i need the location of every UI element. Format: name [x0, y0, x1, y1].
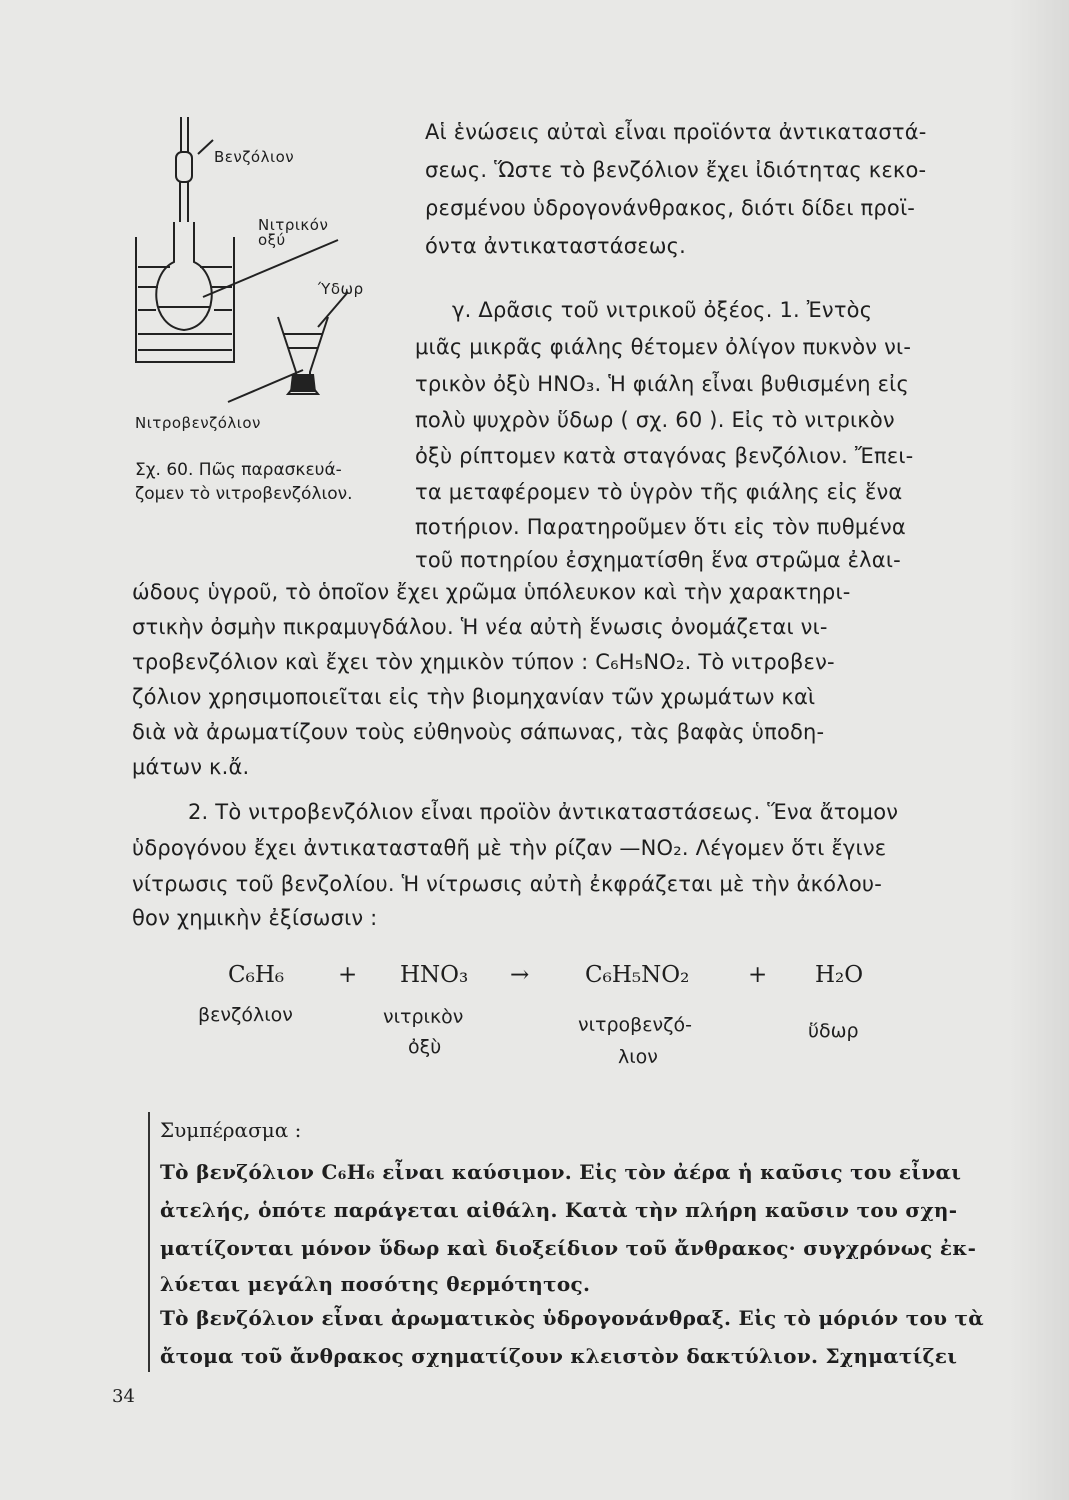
page-edge-shadow: [1009, 0, 1069, 1500]
body-line: στικὴν ὀσμὴν πικραμυγδάλου. Ἡ νέα αὐτὴ ἕνωσις ὀνομάζεται νι-: [132, 615, 828, 639]
body-line: 2. Τὸ νιτροβενζόλιον εἶναι προϊὸν ἀντικαταστάσεως. Ἕνα ἄτομον: [188, 800, 899, 824]
body-line: ζόλιον χρησιμοποιεῖται εἰς τὴν βιομηχανίαν τῶν χρωμάτων καὶ: [132, 685, 816, 709]
conclusion-line: Τὸ βενζόλιον εἶναι ἀρωματικὸς ὑδρογονάνθραξ. Εἰς τὸ μόριόν του τὰ: [160, 1306, 984, 1330]
label-water-eq: ὕδωρ: [808, 1020, 859, 1042]
body-line: νίτρωσις τοῦ βενζολίου. Ἡ νίτρωσις αὐτὴ ἐκφράζεται μὲ τὴν ἀκόλου-: [132, 872, 883, 896]
product-nitrobenzene: C₆H₅NO₂: [585, 962, 690, 988]
body-line: τα μεταφέρομεν τὸ ὑγρὸν τῆς φιάλης εἰς ἕνα: [415, 480, 903, 504]
body-line: διὰ νὰ ἀρωματίζουν τοὺς εὐθηνοὺς σάπωνας, τὰς βαφὰς ὑποδη-: [132, 720, 825, 744]
body-line: σεως. Ὥστε τὸ βενζόλιον ἔχει ἰδιότητας κεκο-: [425, 158, 927, 182]
body-line: τροβενζόλιον καὶ ἔχει τὸν χημικὸν τύπον : C₆H₅NO₂. Τὸ νιτροβεν-: [132, 650, 835, 674]
conclusion-title: Συμπέρασμα :: [160, 1118, 302, 1142]
apparatus-figure: [118, 112, 408, 432]
conclusion-line: λύεται μεγάλη ποσότης θερμότητος.: [160, 1272, 591, 1296]
label-water: Ύδωρ: [318, 280, 364, 298]
label-nitrobenzene: Νιτροβενζόλιον: [135, 414, 261, 432]
label-nitric-eq: νιτρικὸν: [383, 1006, 464, 1028]
body-line: ώδους ὑγροῦ, τὸ ὁποῖον ἔχει χρῶμα ὑπόλευκον καὶ τὴν χαρακτηρι-: [132, 580, 851, 604]
body-line: ρεσμένου ὑδρογονάνθρακος, διότι δίδει προϊ-: [425, 196, 916, 220]
label-benzene-eq: βενζόλιον: [198, 1004, 293, 1026]
page-number: 34: [112, 1386, 135, 1407]
section-heading-line: γ. Δρᾶσις τοῦ νιτρικοῦ ὀξέος. 1. Ἐντὸς: [452, 298, 873, 322]
conclusion-line: ἀτελής, ὁπότε παράγεται αἰθάλη. Κατὰ τὴν πλήρη καῦσιν του σχη-: [160, 1198, 958, 1222]
plus-sign: +: [338, 962, 358, 988]
reaction-arrow: →: [510, 962, 530, 988]
reactant-benzene: C₆H₆: [228, 962, 285, 988]
conclusion-line: ἄτομα τοῦ ἄνθρακος σχηματίζουν κλειστὸν δακτύλιον. Σχηματίζει: [160, 1344, 958, 1368]
conclusion-rule: [148, 1112, 150, 1372]
body-line: ὀξὺ ρίπτομεν κατὰ σταγόνας βενζόλιον. Ἔπει-: [415, 444, 914, 468]
reactant-nitric-acid: HNO₃: [400, 962, 469, 988]
label-acid-eq: ὀξὺ: [408, 1036, 442, 1058]
body-line: ποτήριον. Παρατηροῦμεν ὅτι εἰς τὸν πυθμένα: [415, 515, 906, 539]
conclusion-line: ματίζονται μόνον ὕδωρ καὶ διοξείδιον τοῦ ἄνθρακος· συγχρόνως ἐκ-: [160, 1236, 977, 1260]
body-line: όντα ἀντικαταστάσεως.: [425, 234, 687, 258]
plus-sign: +: [748, 962, 768, 988]
label-benzene: Βενζόλιον: [214, 148, 295, 166]
body-line: μιᾶς μικρᾶς φιάλης θέτομεν ὀλίγον πυκνὸν νι-: [415, 335, 912, 359]
product-water: H₂O: [815, 962, 864, 988]
caption-line: ζομεν τὸ νιτροβενζόλιον.: [135, 484, 353, 504]
conclusion-line: Τὸ βενζόλιον C₆H₆ εἶναι καύσιμον. Εἰς τὸν ἀέρα ἡ καῦσις του εἶναι: [160, 1160, 962, 1184]
body-line: τοῦ ποτηρίου ἐσχηματίσθη ἕνα στρῶμα ἐλαι-: [415, 548, 901, 572]
body-line: ὑδρογόνου ἔχει ἀντικατασταθῆ μὲ τὴν ρίζαν —NO₂. Λέγομεν ὅτι ἔγινε: [132, 836, 887, 860]
body-line: μάτων κ.ἄ.: [132, 755, 250, 779]
body-line: τρικὸν ὀξὺ HNO₃. Ἡ φιάλη εἶναι βυθισμένη εἰς: [415, 372, 909, 396]
body-line: πολὺ ψυχρὸν ὕδωρ ( σχ. 60 ). Εἰς τὸ νιτρικὸν: [415, 408, 895, 432]
caption-line: Σχ. 60. Πῶς παρασκευά-: [135, 460, 342, 480]
figure-caption: [135, 458, 405, 506]
body-line: Αἱ ἑνώσεις αὐταὶ εἶναι προϊόντα ἀντικαταστά-: [425, 120, 927, 144]
label-nitrobenzene-eq: νιτροβενζό-: [578, 1014, 692, 1036]
label-nitric-acid: Νιτρικόν οξύ: [258, 216, 329, 249]
body-line: θον χημικὴν ἐξίσωσιν :: [132, 906, 378, 930]
label-nitrobenzene-eq-cont: λιον: [618, 1046, 658, 1068]
